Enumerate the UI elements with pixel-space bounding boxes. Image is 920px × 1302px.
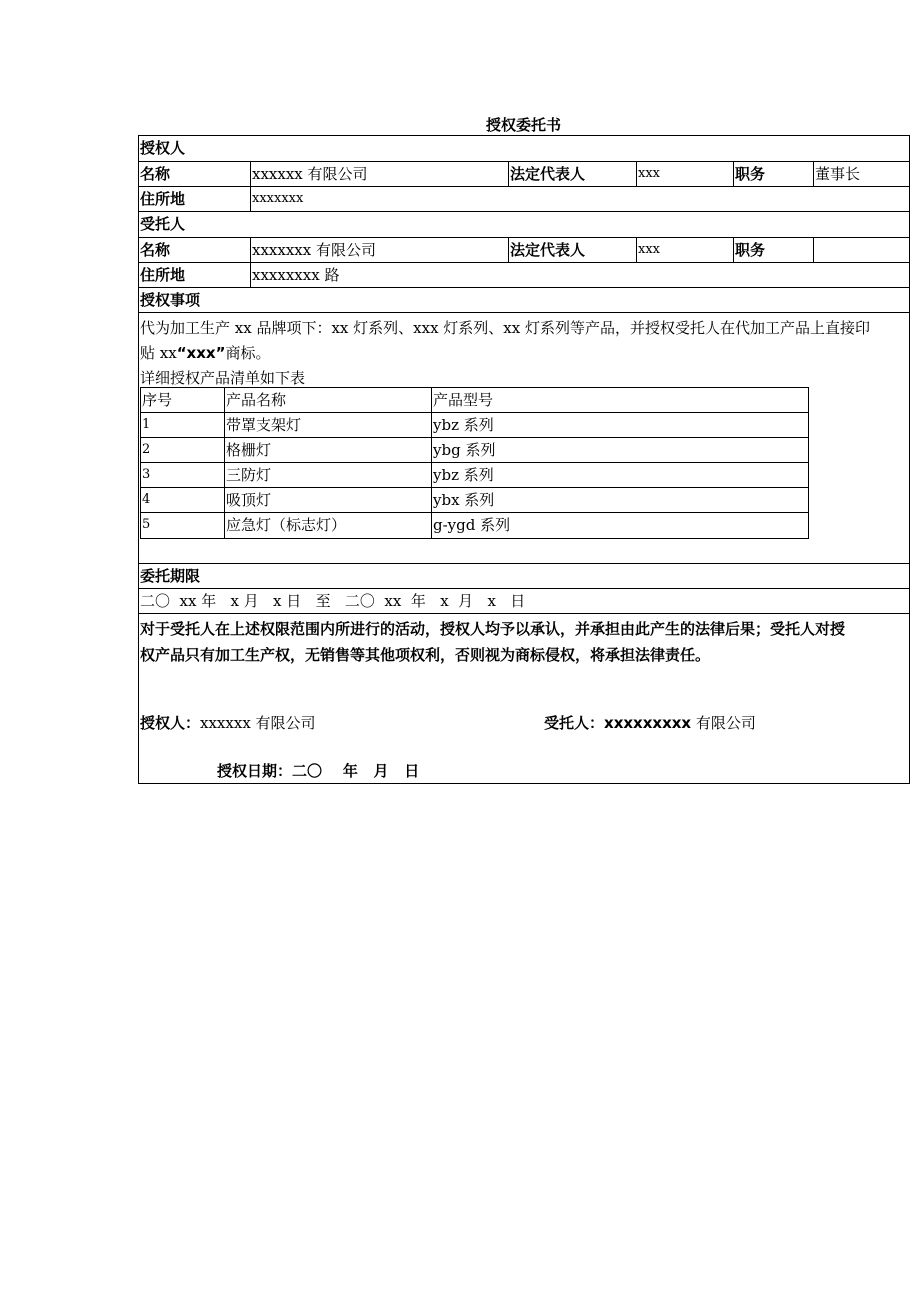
cell-serial: 5 <box>142 517 151 532</box>
grantee-signature <box>544 711 756 735</box>
grantor-address-value: xxxxxxx <box>250 187 909 211</box>
grantor-position-value: 董事长 <box>813 162 909 186</box>
term-row <box>139 589 909 614</box>
statement-line1: 对于受托人在上述权限范围内所进行的活动，授权人均予以承认，并承担由此产生的法律后果；受托人对授 <box>140 620 846 638</box>
matters-description <box>140 316 908 391</box>
grantee-name-row <box>139 238 909 263</box>
grantee-signature-suffix: 有限公司 <box>691 714 756 732</box>
product-table <box>140 387 809 539</box>
header-product-name: 产品名称 <box>224 388 431 412</box>
grantor-position-label: 职务 <box>733 162 813 186</box>
authorization-form <box>138 135 910 784</box>
cell-product-name: 三防灯 <box>224 463 431 487</box>
grantor-name-row <box>139 162 909 187</box>
grantor-address-row <box>139 187 909 212</box>
grantee-position-value <box>813 238 909 262</box>
grantee-legal-rep-value: xxx <box>636 238 733 262</box>
matters-description-line1: 代为加工生产 xx 品牌项下：xx 灯系列、xxx 灯系列、xx 灯系列等产品，并授权受托人在代加工产品上直接印 <box>140 319 870 337</box>
grantor-address-label: 住所地 <box>140 190 186 208</box>
term-value: 二〇 xx 年 x 月 x 日 至 二〇 xx 年 x 月 x 日 <box>140 592 526 610</box>
document-title: 授权委托书 <box>485 116 561 134</box>
table-row <box>141 463 808 488</box>
term-section-header <box>139 564 909 589</box>
matters-line2-suffix: 商标。 <box>225 344 271 362</box>
grantee-signature-value: xxxxxxxxx <box>604 714 692 732</box>
matters-section-header <box>139 288 909 313</box>
grantee-section-label: 受托人 <box>140 215 186 233</box>
grantor-name-label: 名称 <box>140 165 171 183</box>
grantee-section-header <box>139 212 909 238</box>
grantee-signature-label: 受托人： <box>544 714 605 732</box>
grantee-address-label: 住所地 <box>140 266 186 284</box>
cell-product-model: ybg 系列 <box>431 438 808 462</box>
cell-product-name: 吸顶灯 <box>224 488 431 512</box>
grantor-signature-value: xxxxxx 有限公司 <box>200 714 316 732</box>
cell-product-model: ybx 系列 <box>431 488 808 512</box>
table-row <box>141 438 808 463</box>
term-section-label: 委托期限 <box>140 567 201 585</box>
matters-description-line2 <box>140 341 908 366</box>
header-serial: 序号 <box>142 391 173 409</box>
grantee-legal-rep-label: 法定代表人 <box>508 238 636 262</box>
cell-serial: 2 <box>142 442 151 457</box>
matters-body <box>139 313 909 564</box>
grantor-section-label: 授权人 <box>140 139 186 157</box>
grantor-legal-rep-value: xxx <box>636 162 733 186</box>
grantor-signature-label: 授权人： <box>140 714 201 732</box>
cell-serial: 4 <box>142 492 151 507</box>
product-list-intro: 详细授权产品清单如下表 <box>140 369 306 387</box>
matters-trademark: “xxx” <box>176 344 226 362</box>
grantor-section-header <box>139 136 909 162</box>
cell-product-model: ybz 系列 <box>431 413 808 437</box>
cell-product-model: g-ygd 系列 <box>431 513 808 538</box>
table-row <box>141 488 808 513</box>
header-product-model: 产品型号 <box>431 388 808 412</box>
cell-product-name: 格栅灯 <box>224 438 431 462</box>
grantor-legal-rep-label: 法定代表人 <box>508 162 636 186</box>
grantee-name-value: xxxxxxx 有限公司 <box>250 238 508 262</box>
grantee-address-value: xxxxxxxx 路 <box>250 263 909 287</box>
grantee-position-label: 职务 <box>733 238 813 262</box>
table-row <box>141 413 808 438</box>
product-table-header <box>141 388 808 413</box>
matters-line2-prefix: 贴 xx <box>140 344 177 362</box>
statement-line2: 权产品只有加工生产权，无销售等其他项权利，否则视为商标侵权，将承担法律责任。 <box>140 646 711 664</box>
authorization-date: 授权日期：二〇 年 月 日 <box>217 762 420 780</box>
grantor-signature <box>140 711 316 735</box>
grantee-address-row <box>139 263 909 288</box>
matters-section-label: 授权事项 <box>140 291 201 309</box>
grantor-name-value: xxxxxx 有限公司 <box>250 162 508 186</box>
cell-serial: 3 <box>142 467 151 482</box>
cell-serial: 1 <box>142 417 151 432</box>
table-row <box>141 513 808 538</box>
grantee-name-label: 名称 <box>140 241 171 259</box>
cell-product-model: ybz 系列 <box>431 463 808 487</box>
cell-product-name: 应急灯（标志灯） <box>224 513 431 538</box>
liability-statement <box>140 616 908 668</box>
cell-product-name: 带罩支架灯 <box>224 413 431 437</box>
